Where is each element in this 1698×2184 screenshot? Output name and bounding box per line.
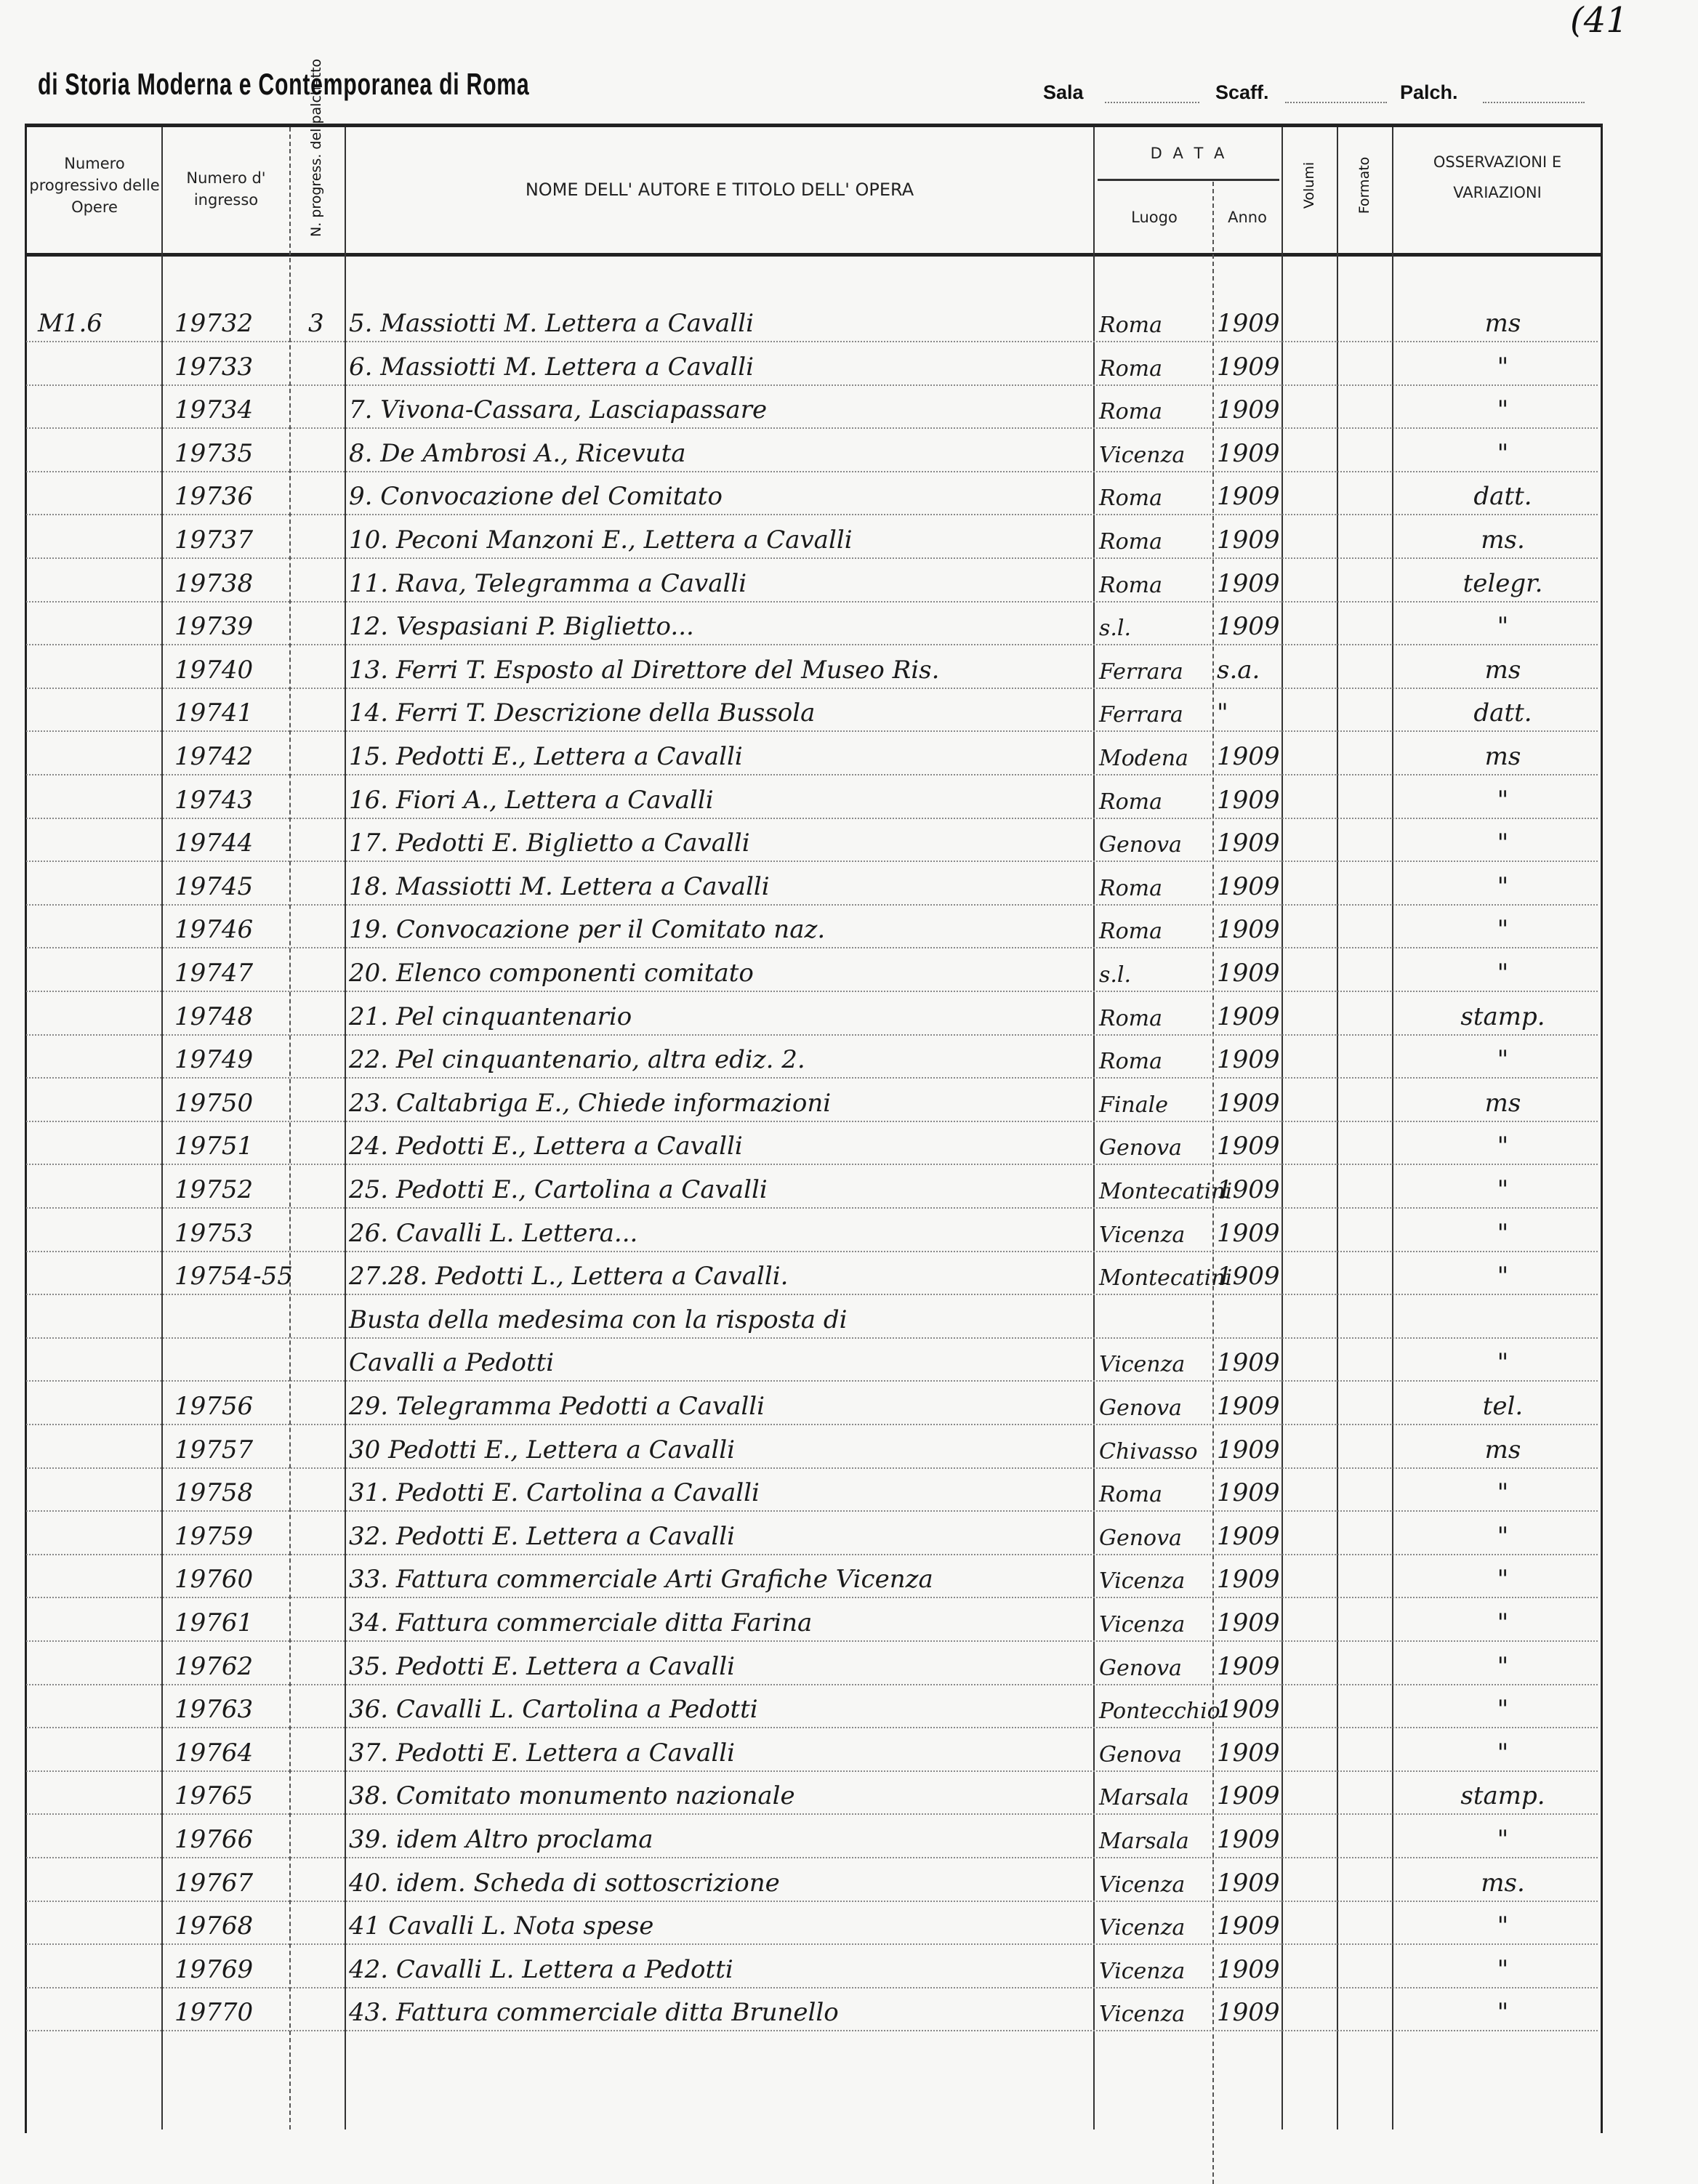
entry-ingresso: 19754-55 [174, 1262, 293, 1292]
entry-luogo: Vicenza [1099, 1871, 1186, 1898]
entry-osservazioni: " [1497, 438, 1509, 468]
table-row [26, 1901, 1598, 1945]
entry-luogo: Vicenza [1099, 1915, 1186, 1941]
entry-luogo: Marsala [1099, 1785, 1189, 1811]
entry-luogo: Genova [1099, 1655, 1182, 1681]
table-row [26, 1337, 1598, 1382]
entry-ingresso: 19756 [174, 1392, 254, 1421]
header-formato: Formato [1356, 156, 1372, 214]
entry-titolo: 25. Pedotti E., Cartolina a Cavalli [349, 1175, 768, 1204]
palch-field [1483, 102, 1585, 103]
entry-ingresso: 19759 [174, 1521, 254, 1551]
entry-ingresso: 19758 [174, 1478, 254, 1508]
page-title: di Storia Moderna e Contemporanea di Roma [38, 67, 530, 101]
entry-anno: 1909 [1217, 871, 1280, 901]
table-row [26, 342, 1598, 386]
entry-osservazioni: " [1497, 785, 1509, 815]
entry-titolo: 8. De Ambrosi A., Ricevuta [349, 438, 686, 468]
entry-anno: 1909 [1217, 742, 1280, 771]
entry-titolo: 41 Cavalli L. Nota spese [349, 1911, 654, 1941]
entry-luogo: Ferrara [1099, 658, 1183, 685]
entry-anno: 1909 [1217, 829, 1280, 858]
entry-luogo: Roma [1099, 529, 1162, 555]
entry-ingresso: 19735 [174, 438, 254, 468]
header-num-progressivo: Numero progressivo delle Opere [29, 155, 160, 216]
entry-titolo: 6. Massiotti M. Lettera a Cavalli [349, 352, 754, 382]
header-luogo: Luogo [1131, 209, 1178, 226]
entry-ingresso: 19757 [174, 1435, 254, 1464]
entry-luogo: Roma [1099, 572, 1162, 598]
entry-ingresso: 19745 [174, 871, 254, 901]
entry-ingresso: 19748 [174, 1002, 254, 1031]
table-row [26, 471, 1598, 515]
entry-luogo: Roma [1099, 313, 1162, 338]
entry-luogo: Modena [1099, 746, 1188, 771]
entry-osservazioni: ms [1484, 742, 1521, 771]
table-row [26, 861, 1598, 906]
entry-anno: 1909 [1217, 352, 1280, 382]
entry-anno: 1909 [1217, 959, 1280, 988]
header-osservazioni: OSSERVAZIONI E VARIAZIONI [1433, 153, 1562, 201]
entry-titolo: 33. Fattura commerciale Arti Grafiche Vicenza [349, 1565, 933, 1595]
header-anno: Anno [1228, 209, 1267, 226]
table-row [26, 731, 1598, 775]
header-data: D A T A [1150, 145, 1228, 162]
entry-luogo: Vicenza [1099, 1222, 1186, 1248]
entry-anno: 1909 [1217, 568, 1280, 598]
entry-anno: 1909 [1217, 785, 1280, 815]
header-num-ingresso: Numero d' ingresso [186, 169, 266, 209]
entry-luogo: Vicenza [1099, 2002, 1186, 2028]
table-row [26, 1425, 1598, 1469]
table-row [26, 1858, 1598, 1902]
entry-titolo: 9. Convocazione del Comitato [349, 482, 723, 512]
entry-anno: 1909 [1217, 309, 1280, 338]
table-row [26, 558, 1598, 603]
header-volumi: Volumi [1301, 161, 1317, 209]
table-row [26, 428, 1598, 472]
entry-anno: 1909 [1217, 1954, 1280, 1984]
palch-label: Palch. [1400, 81, 1458, 103]
entry-anno: 1909 [1217, 1478, 1280, 1508]
entry-luogo: Vicenza [1099, 1612, 1186, 1637]
entry-anno: 1909 [1217, 1175, 1280, 1204]
entry-luogo: Vicenza [1099, 1568, 1186, 1595]
entry-ingresso: 19749 [174, 1045, 254, 1075]
entry-osservazioni: ms [1484, 1435, 1521, 1464]
entry-anno: 1909 [1217, 1998, 1280, 2028]
entry-osservazioni: " [1497, 1695, 1509, 1725]
entry-titolo: Busta della medesima con la risposta di [349, 1305, 848, 1334]
entry-ingresso: 19753 [174, 1218, 254, 1248]
entry-luogo: Roma [1099, 919, 1162, 945]
entry-ingresso: 19747 [174, 959, 254, 988]
entry-anno: 1909 [1217, 438, 1280, 468]
table-row [26, 1554, 1598, 1598]
header-nome-titolo: NOME DELL' AUTORE E TITOLO DELL' OPERA [525, 180, 914, 200]
entry-anno: 1909 [1217, 1435, 1280, 1464]
entry-anno: 1909 [1217, 1045, 1280, 1075]
entry-anno: s.a. [1217, 655, 1260, 685]
entry-luogo: Montecatini [1099, 1265, 1233, 1292]
entry-luogo: Roma [1099, 485, 1162, 512]
scaff-label: Scaff. [1215, 81, 1269, 103]
entry-palchetto: 3 [308, 309, 324, 338]
entry-anno: 1909 [1217, 1521, 1280, 1551]
table-row [26, 1641, 1598, 1685]
table-row [26, 1944, 1598, 1988]
entry-ingresso: 19760 [174, 1565, 254, 1595]
entry-osservazioni: ms [1484, 309, 1521, 338]
table-row [26, 1294, 1598, 1339]
table-row [26, 1728, 1598, 1772]
entry-osservazioni: " [1497, 352, 1509, 382]
entry-luogo: Ferrara [1099, 702, 1183, 728]
entry-osservazioni: ms. [1481, 1868, 1525, 1898]
entry-titolo: 20. Elenco componenti comitato [349, 959, 754, 988]
entry-osservazioni: stamp. [1460, 1002, 1545, 1031]
entry-anno: 1909 [1217, 525, 1280, 555]
entry-osservazioni: " [1497, 1175, 1509, 1204]
entry-luogo: Roma [1099, 1005, 1162, 1031]
entry-anno: " [1217, 698, 1228, 728]
entry-osservazioni: " [1497, 1521, 1509, 1551]
entry-titolo: 29. Telegramma Pedotti a Cavalli [349, 1392, 765, 1421]
entry-osservazioni: telegr. [1462, 568, 1543, 598]
entry-luogo: Montecatini [1099, 1179, 1233, 1204]
entry-luogo: Chivasso [1099, 1438, 1198, 1464]
entry-titolo: 5. Massiotti M. Lettera a Cavalli [349, 309, 754, 338]
entry-luogo: Roma [1099, 1482, 1162, 1508]
entry-titolo: Cavalli a Pedotti [349, 1348, 555, 1378]
entry-osservazioni: " [1497, 395, 1509, 425]
entry-ingresso: 19770 [174, 1998, 254, 2028]
entry-anno: 1909 [1217, 395, 1280, 425]
entry-luogo: Pontecchio [1099, 1699, 1220, 1725]
entry-ingresso: 19751 [174, 1132, 254, 1161]
table-row [26, 384, 1598, 429]
table-row [26, 1987, 1598, 2031]
entry-anno: 1909 [1217, 1868, 1280, 1898]
entry-ingresso: 19734 [174, 395, 254, 425]
entry-osservazioni: " [1497, 829, 1509, 858]
entry-titolo: 30 Pedotti E., Lettera a Cavalli [349, 1435, 735, 1464]
entry-ingresso: 19736 [174, 482, 254, 512]
entry-osservazioni: ms [1484, 655, 1521, 685]
entry-luogo: Genova [1099, 832, 1182, 858]
entry-luogo: Roma [1099, 875, 1162, 901]
entry-osservazioni: " [1497, 1608, 1509, 1637]
table-row [26, 991, 1598, 1036]
entry-luogo: Finale [1099, 1092, 1168, 1118]
entry-ingresso: 19769 [174, 1954, 254, 1984]
entry-ingresso: 19752 [174, 1175, 254, 1204]
entry-anno: 1909 [1217, 1088, 1280, 1118]
entry-anno: 1909 [1217, 1695, 1280, 1725]
entry-anno: 1909 [1217, 1348, 1280, 1378]
entry-osservazioni: datt. [1473, 482, 1532, 512]
header-divider [25, 253, 1601, 257]
entry-titolo: 13. Ferri T. Esposto al Direttore del Museo Ris. [349, 655, 940, 685]
entry-osservazioni: " [1497, 1825, 1509, 1854]
page-number: (41 [1570, 0, 1628, 41]
entry-titolo: 15. Pedotti E., Lettera a Cavalli [349, 742, 743, 771]
entry-titolo: 17. Pedotti E. Biglietto a Cavalli [349, 829, 750, 858]
entry-osservazioni: " [1497, 1738, 1509, 1768]
entry-luogo: Roma [1099, 789, 1162, 815]
table-row [26, 1597, 1598, 1642]
entry-titolo: 11. Rava, Telegramma a Cavalli [349, 568, 747, 598]
entry-titolo: 36. Cavalli L. Cartolina a Pedotti [349, 1695, 758, 1725]
entry-ingresso: 19766 [174, 1825, 254, 1854]
entry-osservazioni: " [1497, 1954, 1509, 1984]
entry-luogo: Genova [1099, 1741, 1182, 1768]
entry-osservazioni: " [1497, 1132, 1509, 1161]
table-row [26, 1078, 1598, 1122]
entry-titolo: 38. Comitato monumento nazionale [349, 1781, 795, 1811]
entry-ingresso: 19738 [174, 568, 254, 598]
entry-ingresso: 19744 [174, 829, 254, 858]
table-row [26, 1684, 1598, 1728]
entry-titolo: 40. idem. Scheda di sottoscrizione [349, 1868, 780, 1898]
entry-anno: 1909 [1217, 915, 1280, 945]
entry-luogo: Marsala [1099, 1829, 1189, 1854]
table-row [26, 601, 1598, 645]
table-row [26, 1121, 1598, 1165]
table-row [26, 515, 1598, 559]
entry-titolo: 31. Pedotti E. Cartolina a Cavalli [349, 1478, 760, 1508]
entry-osservazioni: tel. [1482, 1392, 1524, 1421]
entry-osservazioni: " [1497, 1998, 1509, 2028]
entry-osservazioni: " [1497, 1478, 1509, 1508]
table-row [26, 645, 1598, 689]
entry-ingresso: 19733 [174, 352, 254, 382]
entry-titolo: 27.28. Pedotti L., Lettera a Cavalli. [349, 1262, 789, 1292]
entry-luogo: Genova [1099, 1525, 1182, 1551]
entry-ingresso: 19732 [174, 309, 254, 338]
entry-osservazioni: stamp. [1460, 1781, 1545, 1811]
data-subdivider [1098, 179, 1279, 181]
table-row [26, 1208, 1598, 1252]
entry-titolo: 21. Pel cinquantenario [349, 1002, 632, 1031]
entry-ingresso: 19737 [174, 525, 254, 555]
entry-osservazioni: ms. [1481, 525, 1525, 555]
entry-anno: 1909 [1217, 1002, 1280, 1031]
header-n-progress: N. progress. del palchetto [308, 58, 324, 237]
table-row [26, 1511, 1598, 1555]
entry-osservazioni: " [1497, 1045, 1509, 1075]
entry-ingresso: 19739 [174, 612, 254, 642]
entry-progressivo: M1.6 [38, 309, 102, 338]
entry-anno: 1909 [1217, 1262, 1280, 1292]
entry-titolo: 14. Ferri T. Descrizione della Bussola [349, 698, 816, 728]
entry-titolo: 32. Pedotti E. Lettera a Cavalli [349, 1521, 735, 1551]
table-row [26, 818, 1598, 862]
entry-titolo: 19. Convocazione per il Comitato naz. [349, 915, 826, 945]
entry-osservazioni: " [1497, 1262, 1509, 1292]
entry-luogo: Vicenza [1099, 1352, 1186, 1378]
entry-titolo: 7. Vivona-Cassara, Lasciapassare [349, 395, 768, 425]
table-row [26, 688, 1598, 732]
entry-luogo: Vicenza [1099, 1958, 1186, 1984]
table-row [26, 1467, 1598, 1512]
entry-ingresso: 19763 [174, 1695, 254, 1725]
entry-osservazioni: " [1497, 1911, 1509, 1941]
entry-luogo: s.l. [1099, 616, 1132, 642]
entry-titolo: 18. Massiotti M. Lettera a Cavalli [349, 871, 770, 901]
table-row [26, 948, 1598, 992]
entry-titolo: 37. Pedotti E. Lettera a Cavalli [349, 1738, 735, 1768]
entry-osservazioni: " [1497, 1565, 1509, 1595]
entry-titolo: 26. Cavalli L. Lettera... [349, 1218, 638, 1248]
entry-ingresso: 19764 [174, 1738, 254, 1768]
entry-ingresso: 19762 [174, 1651, 254, 1681]
entry-luogo: Genova [1099, 1135, 1182, 1161]
entry-titolo: 16. Fiori A., Lettera a Cavalli [349, 785, 714, 815]
entry-anno: 1909 [1217, 1218, 1280, 1248]
scaff-field [1285, 102, 1387, 103]
entry-anno: 1909 [1217, 1911, 1280, 1941]
table-row [26, 1814, 1598, 1858]
table-row [26, 1381, 1598, 1425]
entry-anno: 1909 [1217, 1825, 1280, 1854]
entry-titolo: 35. Pedotti E. Lettera a Cavalli [349, 1651, 735, 1681]
entry-anno: 1909 [1217, 1132, 1280, 1161]
entry-osservazioni: " [1497, 1218, 1509, 1248]
entry-luogo: s.l. [1099, 962, 1132, 988]
entry-osservazioni: " [1497, 915, 1509, 945]
entry-osservazioni: " [1497, 1348, 1509, 1378]
entry-ingresso: 19750 [174, 1088, 254, 1118]
entry-luogo: Roma [1099, 1049, 1162, 1075]
entry-anno: 1909 [1217, 1651, 1280, 1681]
table-row [26, 298, 1598, 342]
entry-anno: 1909 [1217, 1392, 1280, 1421]
entry-ingresso: 19765 [174, 1781, 254, 1811]
entry-ingresso: 19746 [174, 915, 254, 945]
entry-anno: 1909 [1217, 1738, 1280, 1768]
entry-titolo: 42. Cavalli L. Lettera a Pedotti [349, 1954, 733, 1984]
entry-osservazioni: " [1497, 612, 1509, 642]
table-row [26, 1770, 1598, 1815]
entry-ingresso: 19743 [174, 785, 254, 815]
table-row [26, 1034, 1598, 1079]
entry-titolo: 43. Fattura commerciale ditta Brunello [349, 1998, 839, 2028]
sala-field [1105, 102, 1199, 103]
entry-anno: 1909 [1217, 1565, 1280, 1595]
entry-osservazioni: " [1497, 871, 1509, 901]
entry-anno: 1909 [1217, 612, 1280, 642]
entry-osservazioni: ms [1484, 1088, 1521, 1118]
table-row [26, 1164, 1598, 1209]
entry-titolo: 34. Fattura commerciale ditta Farina [349, 1608, 813, 1637]
entry-osservazioni: " [1497, 959, 1509, 988]
entry-luogo: Genova [1099, 1395, 1182, 1421]
entry-titolo: 22. Pel cinquantenario, altra ediz. 2. [349, 1045, 805, 1075]
entry-ingresso: 19742 [174, 742, 254, 771]
entry-titolo: 24. Pedotti E., Lettera a Cavalli [349, 1132, 743, 1161]
entry-ingresso: 19768 [174, 1911, 254, 1941]
entry-titolo: 10. Peconi Manzoni E., Lettera a Cavalli [349, 525, 853, 555]
entry-titolo: 39. idem Altro proclama [349, 1825, 653, 1854]
table-row [26, 775, 1598, 819]
sala-label: Sala [1043, 81, 1084, 103]
entry-luogo: Roma [1099, 399, 1162, 425]
entry-luogo: Roma [1099, 355, 1162, 382]
entry-anno: 1909 [1217, 482, 1280, 512]
entry-osservazioni: datt. [1473, 698, 1532, 728]
entry-titolo: 12. Vespasiani P. Biglietto... [349, 612, 694, 642]
entry-luogo: Vicenza [1099, 442, 1186, 468]
entry-anno: 1909 [1217, 1608, 1280, 1637]
entry-anno: 1909 [1217, 1781, 1280, 1811]
table-row [26, 904, 1598, 948]
entry-titolo: 23. Caltabriga E., Chiede informazioni [349, 1088, 832, 1118]
entry-ingresso: 19761 [174, 1608, 254, 1637]
entry-ingresso: 19740 [174, 655, 254, 685]
entry-ingresso: 19767 [174, 1868, 254, 1898]
entry-osservazioni: " [1497, 1651, 1509, 1681]
table-row [26, 1251, 1598, 1295]
entry-ingresso: 19741 [174, 698, 254, 728]
